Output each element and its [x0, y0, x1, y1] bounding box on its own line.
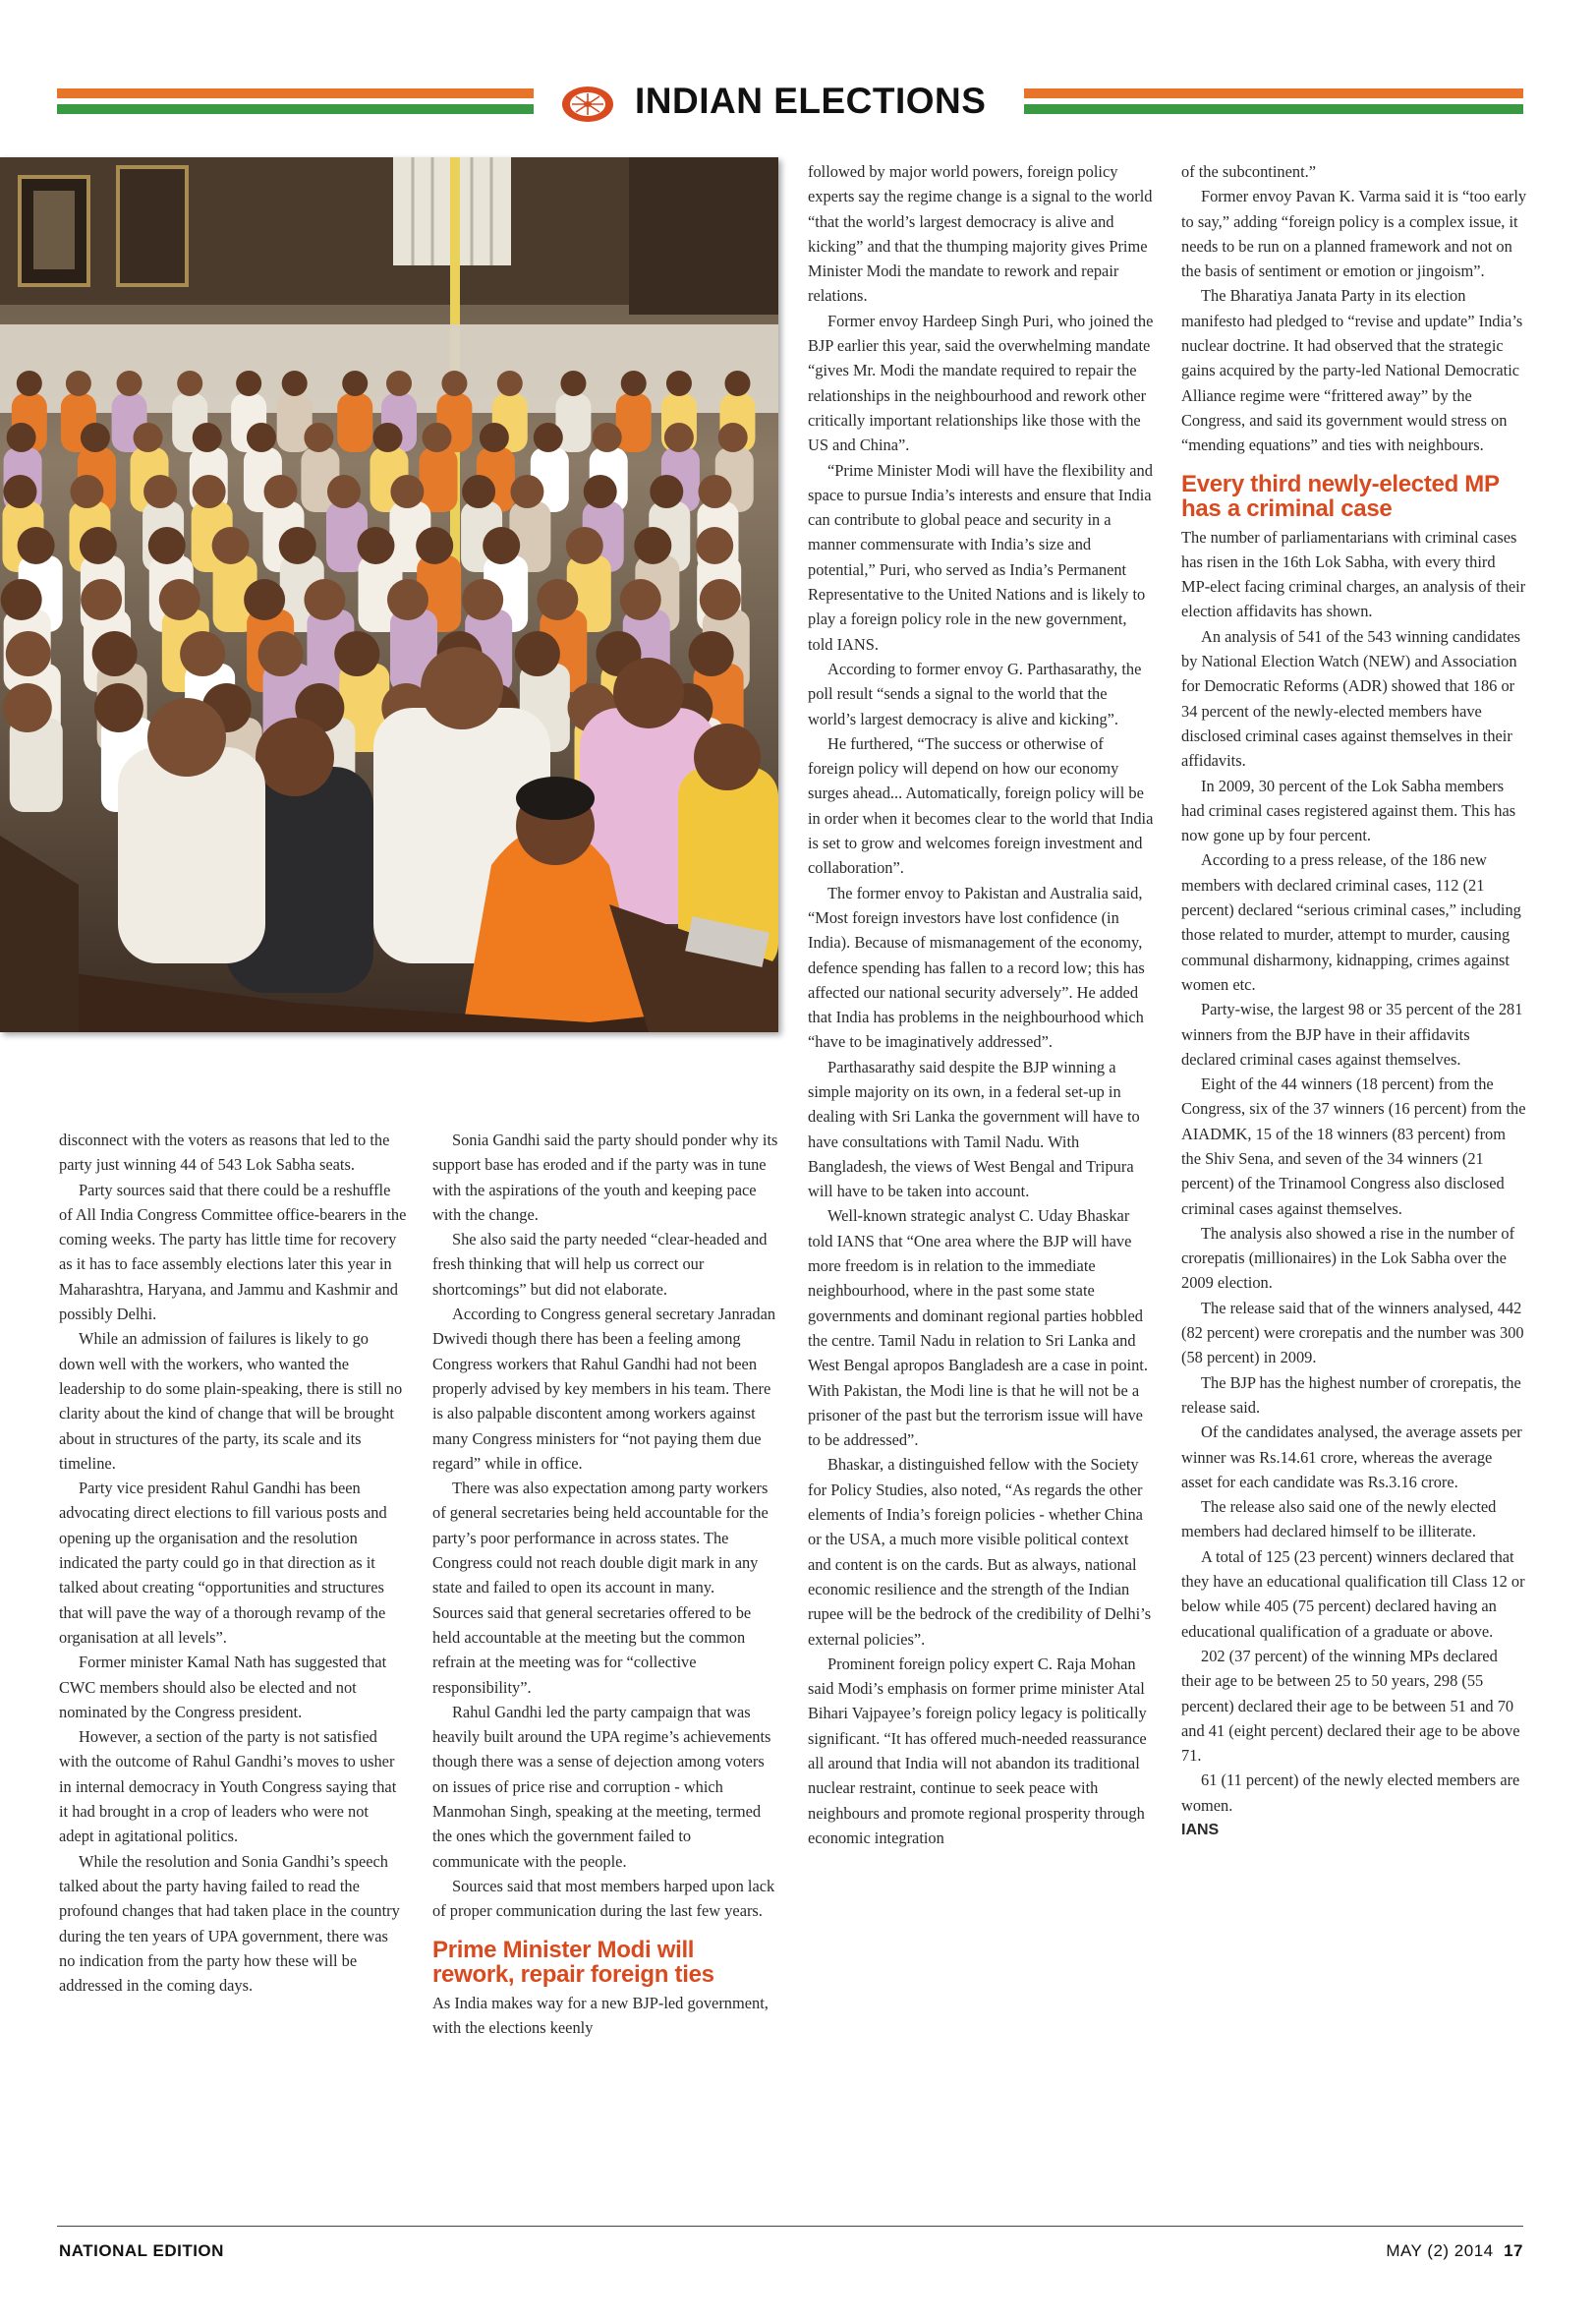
article-paragraph: The Bharatiya Janata Party in its election manifesto had pledged to “revise and update” India’s nuclear doctrine. It had observed that the strategic gains acquired by the party-led National Democratic Alliance regime were “frittered away” by the Congress, and said its government would stress on “mending equations” and ties with neighbours.: [1181, 286, 1523, 455]
crowd-head: [696, 527, 733, 564]
crowd-head: [81, 423, 110, 452]
article-credit: IANS: [1181, 1822, 1220, 1838]
crowd-head: [698, 475, 731, 508]
article-paragraph: While an admission of failures is likely to go down well with the workers, who wanted the leadership to do some plain-speaking, there is still no clarity about the kind of change that will be brought about in structures of the party, its scale and its timeline.: [59, 1329, 403, 1473]
crowd-head: [497, 371, 523, 396]
article-paragraph: According to a press release, of the 186 new members with declared criminal cases, 112 (21 percent) declared “serious criminal cases,” including those related to murder, attempt to murder, causing communal disharmony, kidnapping, crimes against women etc.: [1181, 850, 1521, 994]
crowd-head: [423, 423, 452, 452]
crowd-figure: [337, 393, 372, 452]
crowd-head: [462, 579, 503, 620]
crowd-head: [621, 371, 647, 396]
crowd-head: [247, 423, 276, 452]
crowd-head: [462, 475, 495, 508]
crowd-head: [3, 683, 52, 732]
article-paragraph: The analysis also showed a rise in the number of crorepatis (millionaires) in the Lok Sabha over the 2009 election.: [1181, 1223, 1515, 1293]
crowd-head: [664, 423, 694, 452]
crowd-head: [304, 579, 345, 620]
crowd-head: [193, 423, 222, 452]
article-paragraph: 61 (11 percent) of the newly elected members are women.: [1181, 1771, 1520, 1815]
article-paragraph: Sonia Gandhi said the party should ponder why its support base has eroded and if the party was in tune with the aspirations of the youth and keeping pace with the change.: [432, 1131, 778, 1224]
header-stripe-right: [1024, 88, 1523, 122]
article-paragraph: Former envoy Pavan K. Varma said it is “too early to say,” adding “foreign policy is a complex issue, it needs to be run on a planned framework and not on the basis of sentiment or emotion or jingoism”.: [1181, 187, 1527, 281]
article-paragraph: Of the candidates analysed, the average assets per winner was Rs.14.61 crore, whereas the average asset for each candidate was Rs.3.16 crore.: [1181, 1422, 1522, 1491]
article-paragraph: “Prime Minister Modi will have the flexibility and space to pursue India’s interests and ensure that India can contribute to global peace and security in a manner commensurate with India’s size and potential,” Puri, who served as India’s Permanent Representative to the United Nations and is likely to play a foreign policy role in the new government, told IANS.: [808, 460, 1153, 654]
footer-date: MAY (2) 2014: [1386, 2241, 1494, 2260]
crowd-head: [334, 631, 379, 676]
photo-illustration: [0, 157, 778, 1032]
footer-edition: NATIONAL EDITION: [59, 2241, 224, 2260]
crowd-head: [560, 371, 586, 396]
article-column-2: [432, 1128, 778, 2040]
crowd-head: [650, 475, 683, 508]
crowd-head: [584, 475, 617, 508]
article-paragraph: While the resolution and Sonia Gandhi’s speech talked about the party having failed to read the profound changes that had taken place in the country during the ten years of UPA government, there was no indication from the party how these will be addressed in the coming days.: [59, 1851, 400, 1996]
crowd-head: [416, 527, 453, 564]
article-paragraph: of the subcontinent.”: [1181, 162, 1317, 181]
article-paragraph: An analysis of 541 of the 543 winning candidates by National Election Watch (NEW) and Association for Democratic Reforms (ADR) showed that 186 or 34 percent of the newly-elected members have disclosed criminal cases against themselves in their affidavits.: [1181, 626, 1521, 771]
article-subheading: Prime Minister Modi will rework, repair foreign ties: [432, 1936, 714, 1988]
crowd-head: [159, 579, 200, 620]
article-paragraph: disconnect with the voters as reasons that led to the party just winning 44 of 543 Lok Sabha seats.: [59, 1131, 390, 1175]
article-paragraph: 202 (37 percent) of the winning MPs declared their age to be between 25 to 50 years, 298 (55 percent) declared their age to be between 51 and 70 and 41 (eight percent) declared their age to be above 71.: [1181, 1646, 1520, 1766]
parliament-crowd-photo: [0, 157, 778, 1032]
crowd-head: [177, 371, 202, 396]
crowd-head: [3, 475, 36, 508]
article-paragraph: Sources said that general secretaries offered to be held accountable at the meeting but the common refrain at the meeting was for “collective responsibility”.: [432, 1602, 752, 1697]
crowd-head: [1, 579, 42, 620]
crowd-head: [117, 371, 142, 396]
crowd-head: [7, 423, 36, 452]
article-paragraph: She also said the party needed “clear-headed and fresh thinking that will help us correct our shortcomings” but did not elaborate.: [432, 1230, 768, 1299]
crowd-head: [390, 475, 424, 508]
crowd-figure: [10, 718, 63, 812]
crowd-head: [81, 579, 122, 620]
crowd-head: [441, 371, 467, 396]
crowd-head: [180, 631, 225, 676]
crowd-head: [372, 423, 402, 452]
article-paragraph: Former envoy Hardeep Singh Puri, who joined the BJP earlier this year, said the overwhelming mandate “gives Mr. Modi the mandate required to repair the relationships in the neighbourhood and rework other critically important relationships like those with the US and China”.: [808, 311, 1154, 455]
article-paragraph: Party vice president Rahul Gandhi has been advocating direct elections to fill various posts and opening up the organisation and the resolution indicated the party could go in that direction as it talked about creating “opportunities and structures that will pave the way of a thorough revamp of the organisation at all levels”.: [59, 1479, 387, 1647]
article-paragraph: The former envoy to Pakistan and Australia said, “Most foreign investors have lost confidence (in India). Because of mismanagement of the economy, defence spending has fallen to a record low; this has affected our national security adversely”. He added that India has problems in the neighbourhood which “have to be imaginatively addressed”.: [808, 883, 1145, 1052]
crowd-head: [510, 475, 543, 508]
crowd-head: [357, 527, 394, 564]
crowd-figure: [616, 393, 652, 452]
crowd-head: [244, 579, 285, 620]
footer-divider: [57, 2226, 1523, 2227]
article-paragraph: Rahul Gandhi led the party campaign that was heavily built around the UPA regime’s achievements though there was a sense of dejection among voters on issues of price rise and corruption - which Manmohan Singh, speaking at the meeting, termed the ones which the government failed to communicate with the people.: [432, 1702, 771, 1871]
crowd-head: [304, 423, 333, 452]
crowd-head: [282, 371, 308, 396]
crowd-head: [342, 371, 368, 396]
article-paragraph: He furthered, “The success or otherwise of foreign policy will depend on how our economy surges ahead... Automatically, foreign policy will be in order when it becomes clear to the world that India is set to grow and welcomes foreign investment and collaboration”.: [808, 733, 1154, 878]
crowd-head: [148, 527, 186, 564]
crowd-head: [537, 579, 578, 620]
article-paragraph: According to former envoy G. Parthasarathy, the poll result “sends a signal to the world that the world’s largest democracy is alive and kicking”.: [808, 659, 1142, 728]
crowd-figure: [420, 447, 458, 512]
article-paragraph: Party-wise, the largest 98 or 35 percent of the 281 winners from the BJP have in their affidavits declared criminal cases against themselves.: [1181, 1000, 1523, 1069]
crowd-head: [279, 527, 316, 564]
crowd-head: [724, 371, 750, 396]
article-paragraph: Eight of the 44 winners (18 percent) from the Congress, six of the 37 winners (16 percent) from the AIADMK, 15 of the 18 winners (83 percent) from the Shiv Sena, and seven of the 34 winners (21 percent) of the Trinamool Congress also disclosed criminal cases against themselves.: [1181, 1074, 1526, 1218]
article-paragraph: Former minister Kamal Nath has suggested that CWC members should also be elected and not nominated by the Congress president.: [59, 1653, 387, 1721]
crowd-head: [70, 475, 103, 508]
crowd-head: [66, 371, 91, 396]
article-paragraph: The release also said one of the newly elected members had declared himself to be illiterate.: [1181, 1497, 1497, 1541]
article-paragraph: However, a section of the party is not satisfied with the outcome of Rahul Gandhi’s moves to usher in internal democracy in Youth Congress saying that it had brought in a crop of leaders who were not adept in agitational politics.: [59, 1727, 397, 1846]
crowd-head: [480, 423, 509, 452]
article-paragraph: followed by major world powers, foreign policy experts say the regime change is a signal to the world “that the world’s largest democracy is alive and kicking” and that the thumping majority gives Prime Minister Modi the mandate to rework and repair relations.: [808, 162, 1153, 306]
crowd-head: [258, 631, 304, 676]
article-paragraph: The release said that of the winners analysed, 442 (82 percent) were crorepatis and the number was 300 (58 percent) in 2009.: [1181, 1298, 1524, 1367]
article-column-3: [808, 159, 1154, 1850]
crowd-head: [94, 683, 143, 732]
article-paragraph: There was also expectation among party workers of general secretaries being held accountable for the party’s poor performance in across states. The Congress could not reach double digit mark in any state and failed to open its account in many.: [432, 1479, 769, 1597]
crowd-head: [327, 475, 361, 508]
crowd-head: [515, 631, 560, 676]
crowd-head: [143, 475, 177, 508]
crowd-head: [718, 423, 748, 452]
crowd-head: [483, 527, 520, 564]
article-paragraph: The BJP has the highest number of crorepatis, the release said.: [1181, 1372, 1521, 1417]
crowd-head: [92, 631, 138, 676]
article-paragraph: According to Congress general secretary Janradan Dwivedi though there has been a feeling among Congress workers that Rahul Gandhi had not been properly advised by key members in his team. There is also palpable discontent among workers against many Congress ministers for “not paying them due regard” while in office.: [432, 1305, 776, 1473]
crowd-head: [689, 631, 734, 676]
crowd-head: [593, 423, 622, 452]
article-paragraph: A total of 125 (23 percent) winners declared that they have an educational qualification till Class 12 or below while 405 (75 percent) declared having an educational qualification of a graduate or above.: [1181, 1546, 1525, 1641]
article-paragraph: As India makes way for a new BJP-led government, with the elections keenly: [432, 1993, 769, 2037]
article-paragraph: Parthasarathy said despite the BJP winning a simple majority on its own, in a federal set-up in dealing with Sri Lanka the government will have to have consultations with Tamil Nadu. With Bangladesh, the views of West Bengal and Tripura will have to be taken into account.: [808, 1057, 1140, 1201]
crowd-head: [212, 527, 250, 564]
article-paragraph: Party sources said that there could be a reshuffle of All India Congress Committee office-bearers in the coming weeks. The party has little time for recovery as it has to face assembly elections later this year in Maharashtra, Haryana, and Jammu and Kashmir and possibly Delhi.: [59, 1180, 407, 1324]
article-subheading: Every third newly-elected MP has a criminal case: [1181, 470, 1500, 522]
article-paragraph: The number of parliamentarians with criminal cases has risen in the 16th Lok Sabha, with every third MP-elect facing criminal charges, an analysis of their election affidavits has shown.: [1181, 527, 1526, 621]
crowd-head: [17, 371, 42, 396]
article-paragraph: Prominent foreign policy expert C. Raja Mohan said Modi’s emphasis on former prime minister Atal Bihari Vajpayee’s foreign policy legacy is politically significant. “It has offered much-needed reassurance all around that India will not abandon its traditional nuclear restraint, continue to seek peace with neighbours and promote regional prosperity through economic integration: [808, 1654, 1147, 1847]
article-column-4: [1181, 159, 1527, 1842]
crowd-head: [18, 527, 55, 564]
crowd-head: [6, 631, 51, 676]
article-paragraph: In 2009, 30 percent of the Lok Sabha members had criminal cases registered against them. This has now gone up by four percent.: [1181, 776, 1516, 845]
crowd-head: [634, 527, 671, 564]
crowd-head: [80, 527, 117, 564]
crowd-head: [236, 371, 261, 396]
crowd-head: [620, 579, 661, 620]
crowd-head: [387, 579, 428, 620]
crowd-head: [666, 371, 692, 396]
article-column-1: [59, 1128, 407, 1998]
footer-date-page: [1386, 2241, 1523, 2261]
crowd-head: [263, 475, 297, 508]
article-paragraph: Bhaskar, a distinguished fellow with the Society for Policy Studies, also noted, “As regards the other elements of India’s foreign policies - whether China or the USA, a much more visible political context and content is on the cards. But as always, national economic resilience and the strength of the Indian rupee will be the bedrock of the credibility of Delhi’s external policies”.: [808, 1455, 1152, 1649]
crowd-head: [700, 579, 741, 620]
crowd-head: [566, 527, 603, 564]
chakra-badge-icon: [560, 85, 615, 124]
crowd-head: [134, 423, 163, 452]
crowd-head: [534, 423, 563, 452]
section-title: INDIAN ELECTIONS: [635, 81, 987, 121]
crowd-head: [193, 475, 226, 508]
page-number: 17: [1504, 2241, 1523, 2260]
article-paragraph: Well-known strategic analyst C. Uday Bhaskar told IANS that “One area where the BJP will have more freedom is in relation to the immediate neighbourhood, where in the past some state governments and dominant regional parties hobbled the centre. Tamil Nadu in relation to Sri Lanka and West Bengal apropos Bangladesh are a case in point. With Pakistan, the Modi line is that he will not be a prisoner of the past but the terrorism issue will have to be addressed”.: [808, 1206, 1148, 1450]
header-stripe-left: [57, 88, 534, 122]
crowd-head: [386, 371, 412, 396]
article-paragraph: Sources said that most members harped upon lack of proper communication during the last few years.: [432, 1876, 775, 1921]
